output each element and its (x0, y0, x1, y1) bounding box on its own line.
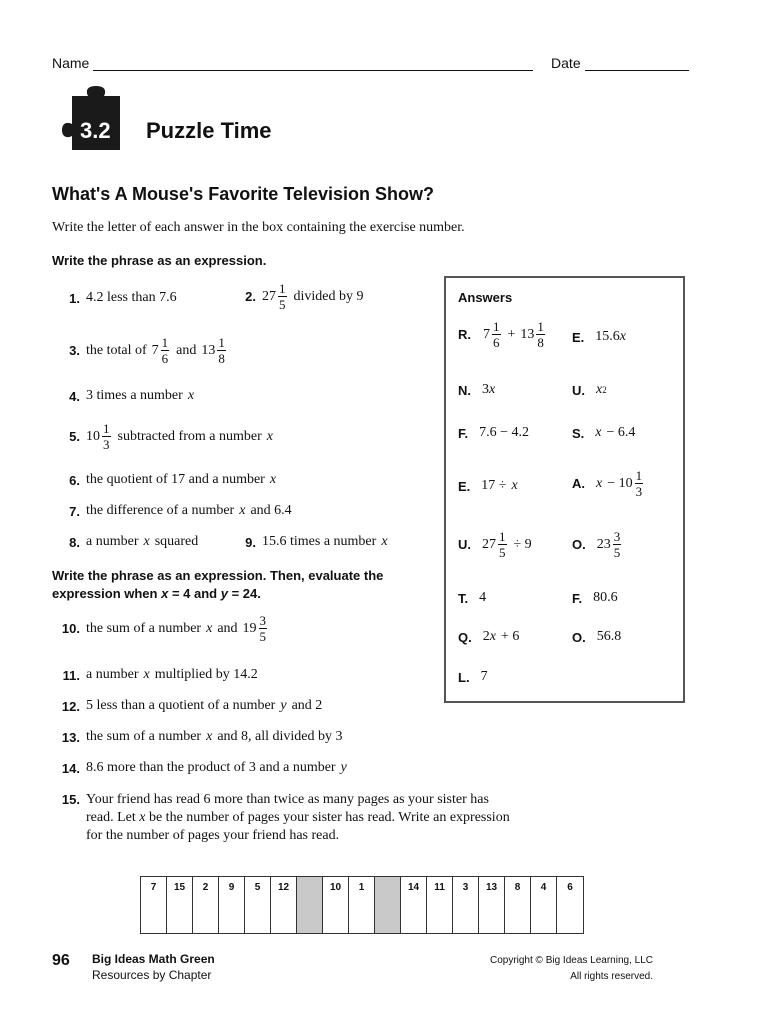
code-box[interactable]: 1 (349, 877, 375, 933)
exercise-3: 3. the total of 7 $\frac{1}{6}$ and 13 $\frac{1}{8}$ (69, 335, 225, 366)
code-box[interactable]: 5 (245, 877, 271, 933)
name-field[interactable] (52, 55, 689, 71)
code-box[interactable]: 14 (401, 877, 427, 933)
part2-heading: Write the phrase as an expression. Then, evaluate the expression when x = 4 and y = 24. (52, 568, 384, 601)
date-label: Date (551, 55, 581, 71)
instructions: Write the letter of each answer in the box containing the exercise number. (52, 220, 465, 235)
code-box-blank (297, 877, 323, 933)
answer-R: R. 7 $\frac{1}{6}$ + 13 $\frac{1}{8}$ (458, 319, 544, 350)
answers-heading: Answers (458, 290, 513, 305)
exercise-4: 4. 3 times a number x (69, 388, 195, 404)
code-box[interactable]: 12 (271, 877, 297, 933)
code-box[interactable]: 4 (531, 877, 557, 933)
code-box[interactable]: 10 (323, 877, 349, 933)
riddle-question: What's A Mouse's Favorite Television Show? (52, 184, 434, 204)
part1-heading: Write the phrase as an expression. (52, 253, 267, 268)
date-line[interactable] (585, 57, 689, 71)
exercise-5: 5. 10 $\frac{1}{3}$ subtracted from a number x (69, 421, 273, 452)
code-box[interactable]: 15 (167, 877, 193, 933)
code-box-blank (375, 877, 401, 933)
exercise-7: 7. the difference of a number x and 6.4 (69, 503, 292, 519)
answer-O1: O. 23 $\frac{3}{5}$ (572, 529, 621, 560)
page-number: 96 (52, 952, 70, 969)
exercise-15: 15. Your friend has read 6 more than twice as many pages as your sister has read. Let x be the number of pages your sister has read. Write an expression for the number of pages your friend has read. (61, 792, 510, 843)
code-box[interactable]: 13 (479, 877, 505, 933)
exercise-1: 1. 4.2 less than 7.6 (69, 290, 177, 306)
answer-N: N. 3 x (458, 382, 496, 398)
exercise-12: 12. 5 less than a quotient of a number y and 2 (61, 698, 323, 714)
code-box[interactable]: 8 (505, 877, 531, 933)
section-title: Puzzle Time (146, 118, 272, 143)
answer-F2: F. 80.6 (572, 590, 618, 606)
answer-E2: E. 17 ÷ x (458, 478, 518, 494)
exercise-8: 8. a number x squared (69, 534, 199, 550)
answer-U2: U. 27 $\frac{1}{5}$ ÷ 9 (458, 529, 532, 560)
section-number: 3.2 (80, 118, 111, 143)
answer-Q: Q. 2 x + 6 (458, 629, 520, 645)
answer-A: A. x − 10 $\frac{1}{3}$ (572, 468, 643, 499)
exercise-14: 14. 8.6 more than the product of 3 and a number y (61, 760, 347, 776)
exercise-9: 9. 15.6 times a number x (245, 534, 388, 550)
answer-O2: O. 56.8 (572, 629, 622, 645)
answer-code-boxes (140, 876, 584, 934)
code-box[interactable]: 7 (141, 877, 167, 933)
name-line[interactable] (93, 57, 533, 71)
code-box[interactable]: 6 (567, 882, 573, 893)
answer-L: L. 7 (458, 669, 488, 685)
answer-S: S. x − 6.4 (572, 425, 636, 441)
exercise-11: 11. a number x multiplied by 14.2 (62, 667, 258, 683)
code-box[interactable]: 3 (453, 877, 479, 933)
copyright: Copyright © Big Ideas Learning, LLC All rights reserved. (489, 955, 653, 982)
exercise-13: 13. the sum of a number x and 8, all divided by 3 (61, 729, 343, 745)
code-box[interactable]: 11 (427, 877, 453, 933)
exercise-6: 6. the quotient of 17 and a number x (69, 472, 277, 488)
book-title: Big Ideas Math Green Resources by Chapter (92, 952, 215, 982)
exercise-10: 10. the sum of a number x and 19 $\frac{3}{5}$ (61, 613, 267, 644)
exercise-2: 2. 27 $\frac{1}{5}$ divided by 9 (245, 281, 364, 312)
answer-F1: F. 7.6 − 4.2 (458, 425, 530, 441)
name-label: Name (52, 55, 90, 71)
answer-U1: U. x 2 (572, 382, 607, 398)
answer-E1: E. 15.6 x (572, 329, 627, 345)
code-box[interactable]: 9 (219, 877, 245, 933)
answer-T: T. 4 (458, 590, 487, 606)
code-box[interactable]: 2 (193, 877, 219, 933)
